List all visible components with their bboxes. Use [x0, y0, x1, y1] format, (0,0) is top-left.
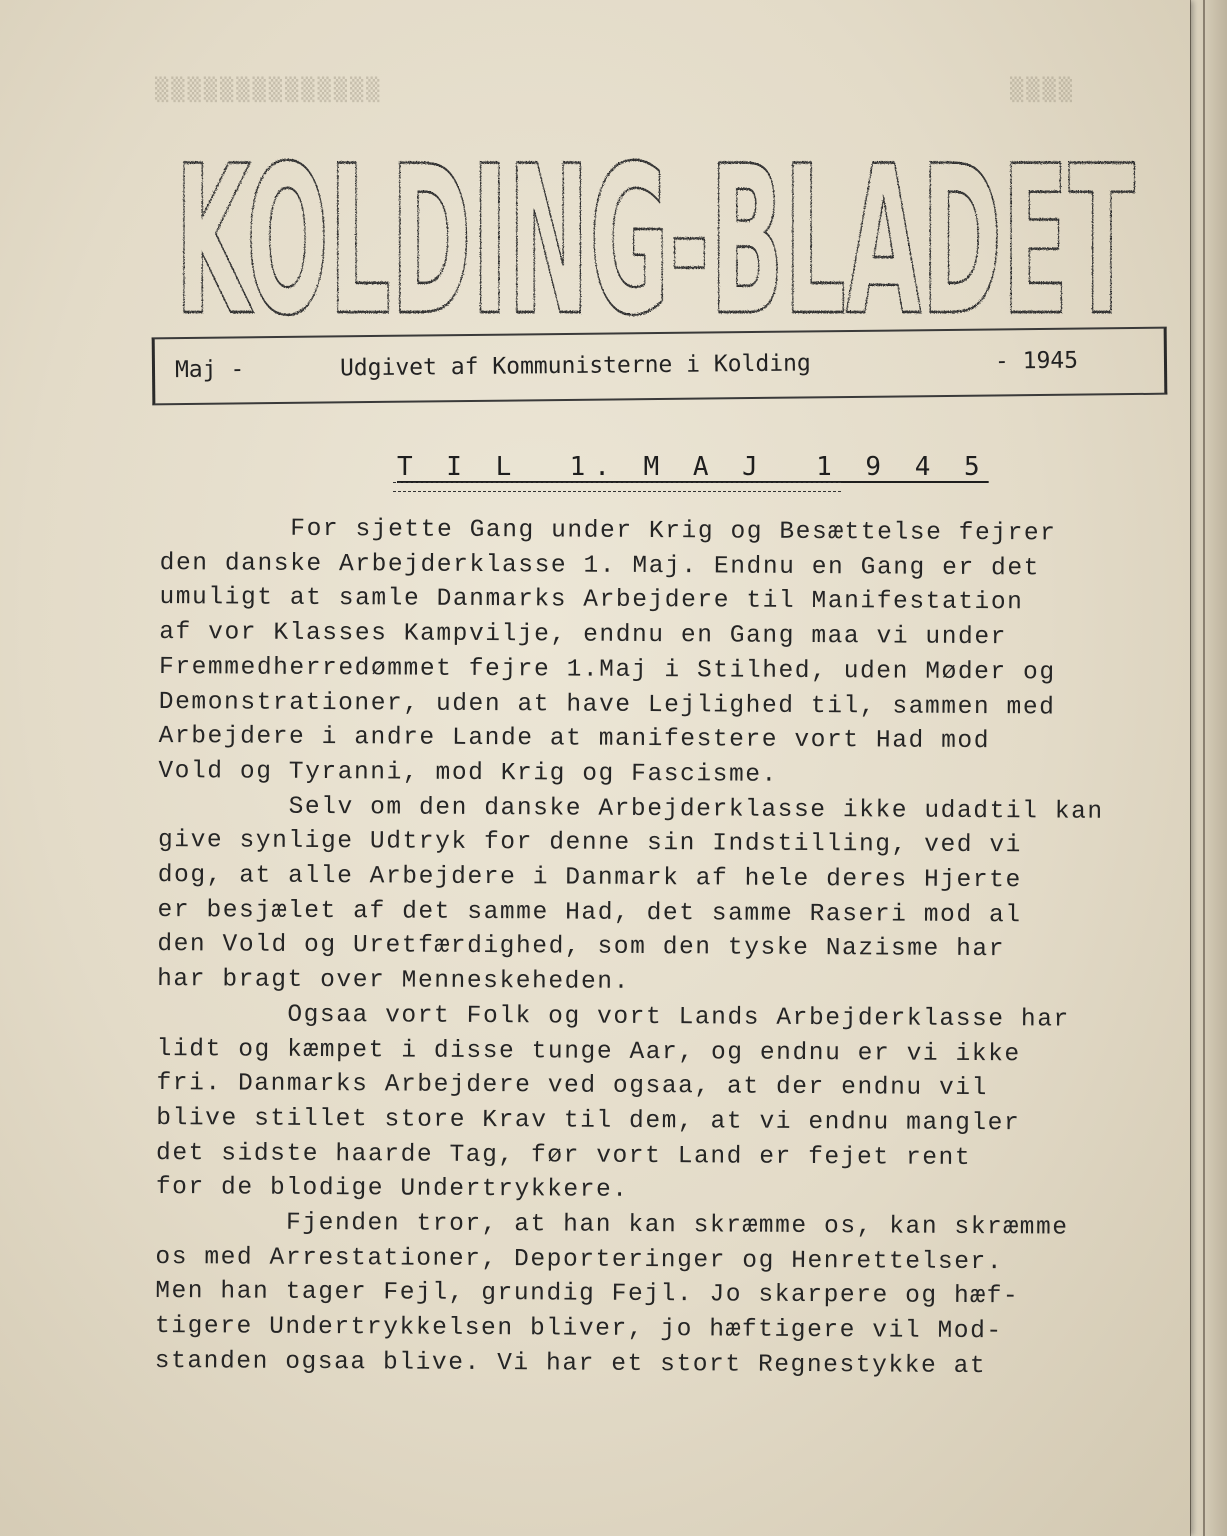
article-line: tigere Undertrykkelsen bliver, jo hæftigere vil Mod- — [154, 1313, 1003, 1346]
article-line: fri. Danmarks Arbejdere ved ogsaa, at der endnu vil — [156, 1070, 988, 1103]
publisher-line: Udgivet af Kommunisterne i Kolding — [339, 350, 811, 382]
article-line: For sjette Gang under Krig og Besættelse fejrer — [159, 514, 1057, 548]
article-line: blive stillet store Krav til dem, at vi endnu mangler — [156, 1104, 1021, 1138]
masthead — [165, 140, 1145, 330]
info-bar — [152, 327, 1168, 406]
heading-double-underline — [393, 482, 841, 492]
article-heading: T I L 1. M A J 1 9 4 5 — [397, 452, 989, 482]
article-line: Men han tager Fejl, grundig Fejl. Jo skarpere og hæf- — [155, 1278, 1020, 1311]
masthead-logo — [165, 140, 1145, 330]
article-line: Ogsaa vort Folk og vort Lands Arbejderklasse har — [156, 1000, 1070, 1034]
article-line: af vor Klasses Kampvilje, endnu en Gang maa vi under — [159, 619, 1008, 652]
article-line: standen ogsaa blive. Vi har et stort Regnestykke at — [154, 1347, 987, 1380]
issue-year: - 1945 — [994, 347, 1079, 375]
article-line: Fremmedherredømmet fejre 1.Maj i Stilhed, uden Møder og — [158, 653, 1056, 687]
article-line: den Vold og Uretfærdighed, som den tyske Nazisme har — [157, 931, 1006, 964]
article-line: os med Arrestationer, Deporteringer og Henrettelser. — [155, 1243, 1004, 1276]
bleed-through-text-right: ▒▒▒▒ — [1010, 78, 1075, 103]
article-body — [155, 512, 1150, 1386]
masthead-title-inner-line: KOLDING-BLADET — [175, 140, 1135, 330]
article-line: har bragt over Menneskeheden. — [157, 966, 630, 997]
article-line: er besjælet af det samme Had, det samme Raseri mod al — [157, 896, 1022, 930]
bleed-through-text-left: ▒▒▒▒▒▒▒▒▒▒▒▒▒▒ — [155, 78, 383, 103]
masthead-title: KOLDING-BLADET — [175, 140, 1135, 330]
article-line: umuligt at samle Danmarks Arbejdere til Manifestation — [159, 584, 1024, 617]
article-line: lidt og kæmpet i disse tunge Aar, og endnu er vi ikke — [156, 1035, 1021, 1068]
article-line: Fjenden tror, at han kan skræmme os, kan skræmme — [155, 1209, 1069, 1242]
article-line: Arbejdere i andre Lande at manifestere vort Had mod — [158, 723, 991, 756]
article-line: Vold og Tyranni, mod Krig og Fascisme. — [158, 757, 778, 789]
article-line: Selv om den danske Arbejderklasse ikke udadtil kan — [158, 792, 1104, 826]
article-line: dog, at alle Arbejdere i Danmark af hele deres Hjerte — [157, 862, 1022, 895]
article-line: Demonstrationer, uden at have Lejlighed til, sammen med — [158, 688, 1056, 721]
issue-month: Maj - — [174, 356, 245, 384]
article-line: den danske Arbejderklasse 1. Maj. Endnu en Gang er det — [159, 549, 1041, 583]
article-line: for de blodige Undertrykkere. — [155, 1174, 629, 1205]
article-line: det sidste haarde Tag, før vort Land er fejet rent — [156, 1139, 972, 1172]
article-line: give synlige Udtryk for denne sin Indstilling, ved vi — [157, 827, 1023, 860]
